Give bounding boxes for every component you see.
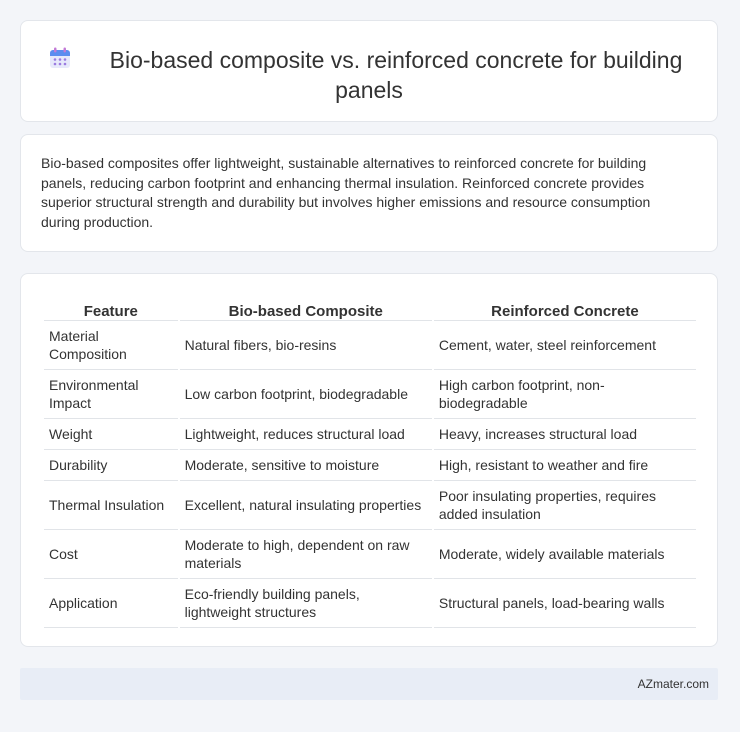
feature-cell: Weight bbox=[44, 419, 178, 450]
page-title bbox=[21, 45, 717, 105]
composite-cell: Lightweight, reduces structural load bbox=[180, 419, 432, 450]
table-header-row bbox=[44, 294, 696, 321]
footer-brand: AZmater.com bbox=[637, 677, 709, 691]
comparison-card bbox=[20, 273, 718, 647]
header-bio-based-composite: Bio-based Composite bbox=[180, 294, 432, 321]
composite-cell: Moderate, sensitive to moisture bbox=[180, 450, 432, 481]
concrete-cell: Heavy, increases structural load bbox=[434, 419, 696, 450]
composite-cell: Low carbon footprint, biodegradable bbox=[180, 370, 432, 419]
table-row bbox=[44, 370, 696, 419]
title-line-1: Bio-based composite vs. reinforced concrete for building bbox=[109, 47, 683, 73]
table-row bbox=[44, 579, 696, 628]
concrete-cell: Structural panels, load-bearing walls bbox=[434, 579, 696, 628]
concrete-cell: Cement, water, steel reinforcement bbox=[434, 321, 696, 370]
concrete-cell: High, resistant to weather and fire bbox=[434, 450, 696, 481]
feature-cell: Cost bbox=[44, 530, 178, 579]
title-line-2: panels bbox=[335, 77, 403, 103]
feature-cell: Thermal Insulation bbox=[44, 481, 178, 530]
feature-cell: Durability bbox=[44, 450, 178, 481]
feature-cell: Application bbox=[44, 579, 178, 628]
composite-cell: Eco-friendly building panels, lightweight structures bbox=[180, 579, 432, 628]
composite-cell: Excellent, natural insulating properties bbox=[180, 481, 432, 530]
title-card bbox=[20, 20, 718, 122]
concrete-cell: Poor insulating properties, requires added insulation bbox=[434, 481, 696, 530]
header-reinforced-concrete: Reinforced Concrete bbox=[434, 294, 696, 321]
composite-cell: Moderate to high, dependent on raw materials bbox=[180, 530, 432, 579]
table-row bbox=[44, 530, 696, 579]
feature-cell: Environmental Impact bbox=[44, 370, 178, 419]
concrete-cell: Moderate, widely available materials bbox=[434, 530, 696, 579]
header-feature: Feature bbox=[44, 294, 178, 321]
footer-bar bbox=[20, 668, 718, 700]
concrete-cell: High carbon footprint, non-biodegradable bbox=[434, 370, 696, 419]
table-row bbox=[44, 419, 696, 450]
comparison-table bbox=[42, 294, 698, 628]
table-row bbox=[44, 450, 696, 481]
table-row bbox=[44, 321, 696, 370]
intro-card bbox=[20, 134, 718, 252]
table-row bbox=[44, 481, 696, 530]
intro-paragraph: Bio-based composites offer lightweight, sustainable alternatives to reinforced concrete for building panels, reducing carbon footprint and enhancing thermal insulation. Reinforced concrete provides superior structural strength and durability but involves higher emissions and resource consumption during production. bbox=[41, 155, 651, 230]
composite-cell: Natural fibers, bio-resins bbox=[180, 321, 432, 370]
feature-cell: Material Composition bbox=[44, 321, 178, 370]
